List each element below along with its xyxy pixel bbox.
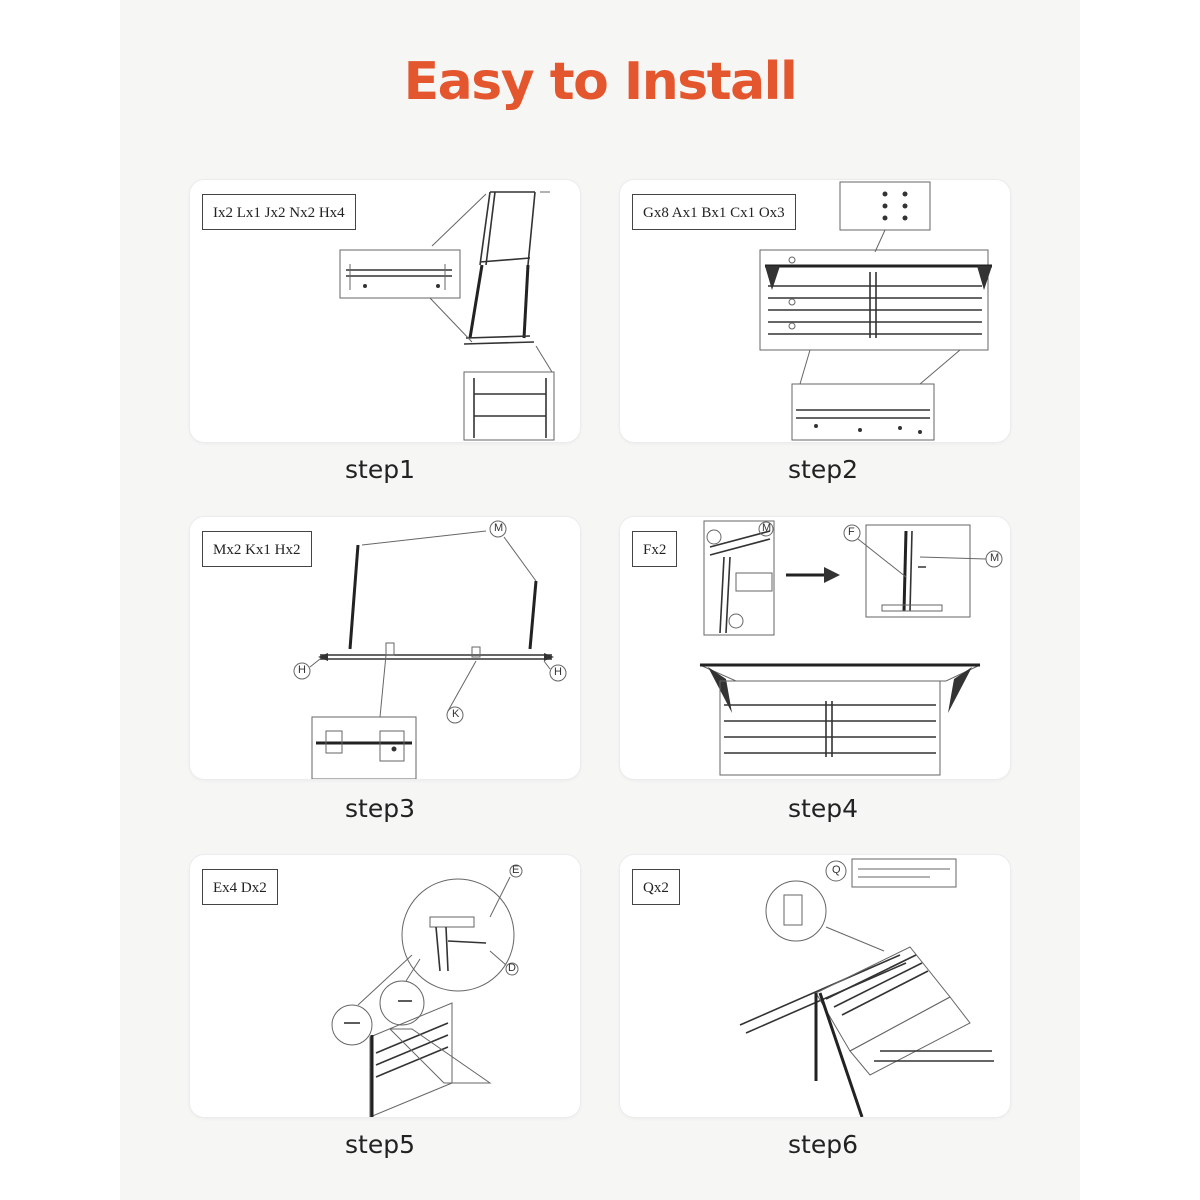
step6-panel	[620, 855, 1010, 1117]
step2-panel	[620, 180, 1010, 442]
step3-callout-k: K	[452, 708, 460, 720]
step4-callout-m-right: M	[990, 552, 1000, 564]
step6-diagram	[620, 855, 1010, 1117]
step3-diagram	[190, 517, 580, 779]
page-title: Easy to Install	[403, 52, 797, 112]
step4-diagram	[620, 517, 1010, 779]
step3-parts-list: Mx2 Kx1 Hx2	[202, 531, 312, 567]
step4-callout-f: F	[848, 526, 855, 538]
step5-diagram	[190, 855, 580, 1117]
step4-callout-m-left: M	[762, 522, 772, 534]
step5-parts-list: Ex4 Dx2	[202, 869, 278, 905]
step5-callout-e: E	[512, 864, 520, 876]
step3-callout-m: M	[494, 522, 504, 534]
step2-label: step2	[788, 455, 858, 484]
step3-callout-h-left: H	[298, 664, 306, 676]
step4-panel	[620, 517, 1010, 779]
step6-parts-list: Qx2	[632, 869, 680, 905]
step1-parts-list: Ix2 Lx1 Jx2 Nx2 Hx4	[202, 194, 356, 230]
step2-parts-list: Gx8 Ax1 Bx1 Cx1 Ox3	[632, 194, 796, 230]
step3-panel	[190, 517, 580, 779]
step6-callout-q: Q	[832, 864, 841, 876]
step1-diagram	[190, 180, 580, 442]
step1-label: step1	[345, 455, 415, 484]
step1-panel	[190, 180, 580, 442]
step5-panel	[190, 855, 580, 1117]
step4-parts-list: Fx2	[632, 531, 677, 567]
step3-callout-h-right: H	[554, 666, 562, 678]
step6-label: step6	[788, 1130, 858, 1159]
step2-diagram	[620, 180, 1010, 442]
step3-label: step3	[345, 794, 415, 823]
step5-callout-d: D	[508, 962, 516, 974]
step4-label: step4	[788, 794, 858, 823]
step5-label: step5	[345, 1130, 415, 1159]
